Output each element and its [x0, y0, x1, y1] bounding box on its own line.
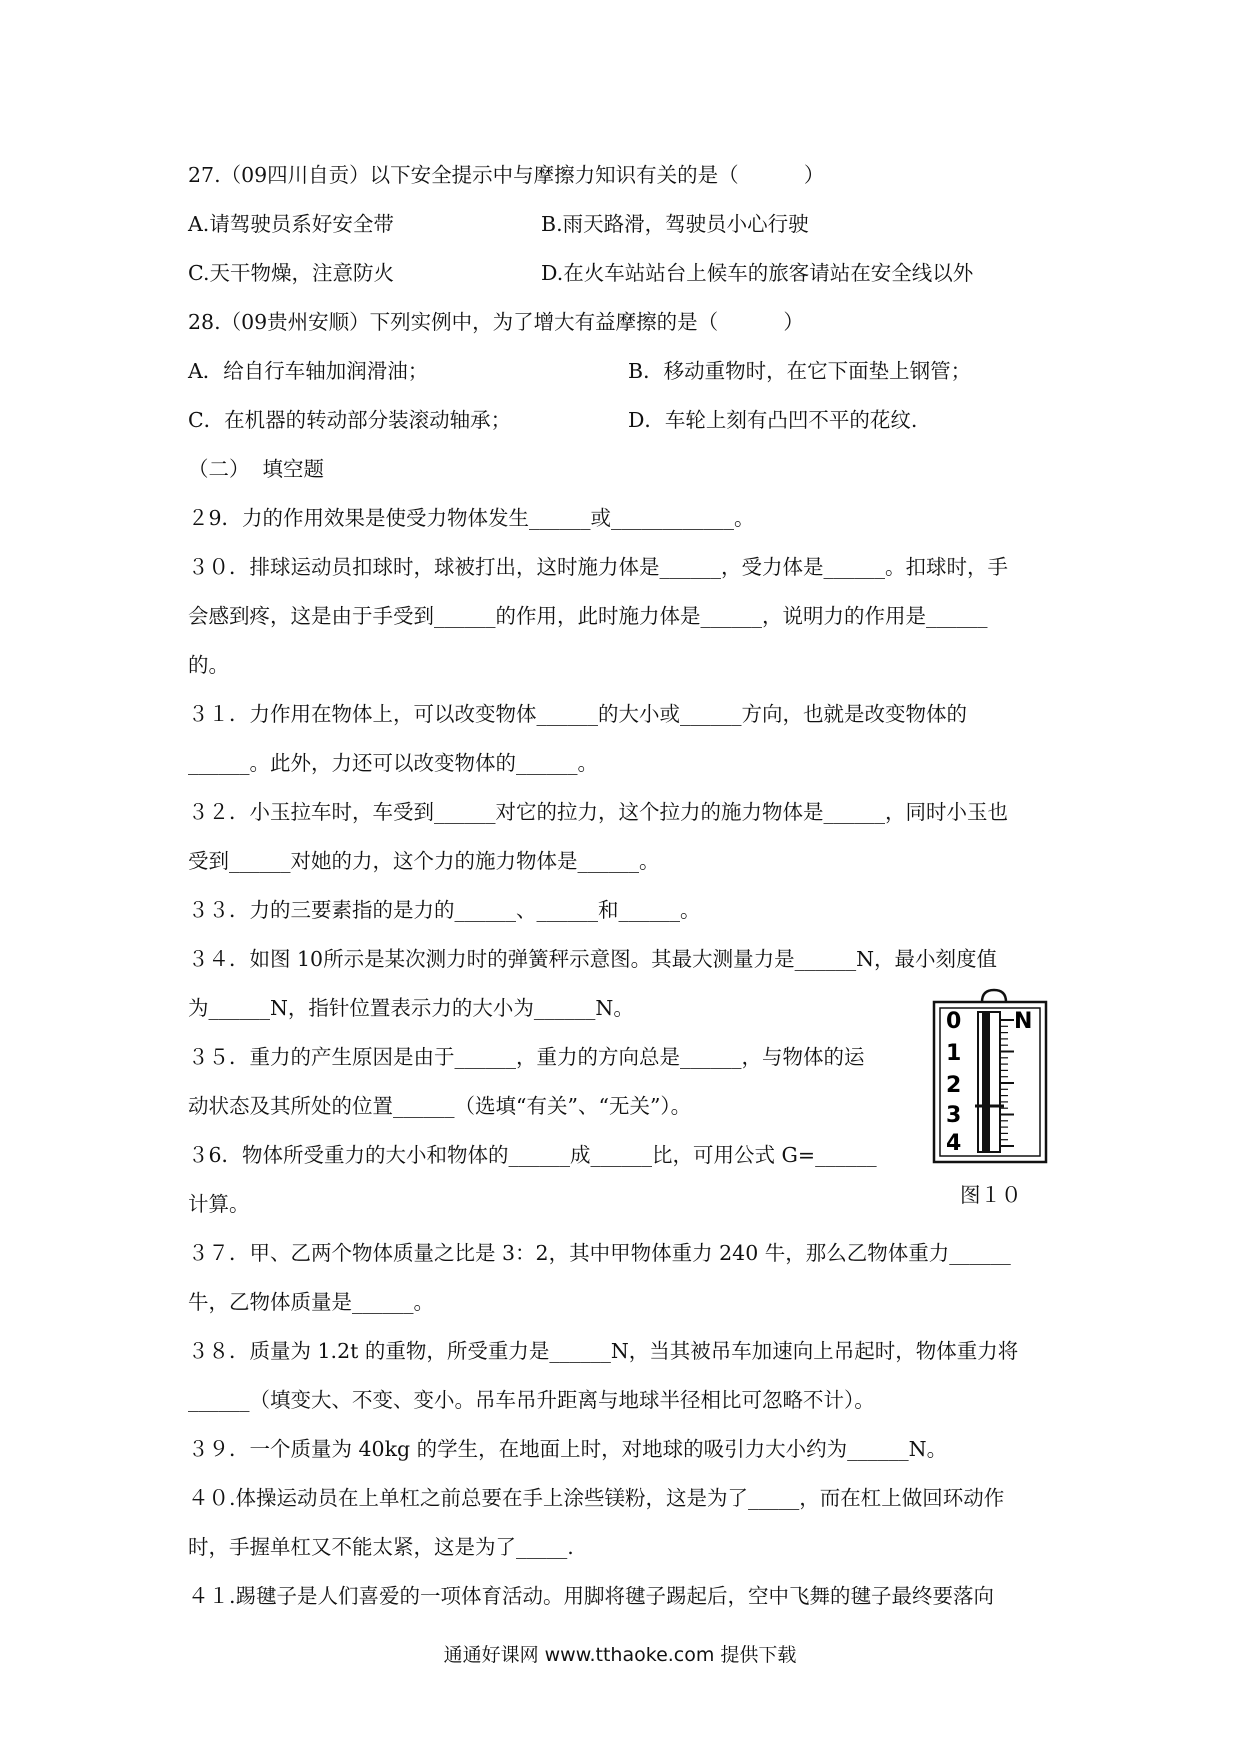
option-28a: A．给自行车轴加润滑油； — [188, 359, 429, 383]
question-39: ３９．一个质量为 40kg 的学生，在地面上时，对地球的吸引力大小约为______N。 — [188, 1437, 948, 1461]
spring-scale-figure — [930, 988, 1050, 1168]
question-35-line1: ３５．重力的产生原因是由于______，重力的方向总是______，与物体的运 — [188, 1045, 865, 1069]
question-37-line2: 牛，乙物体质量是______。 — [188, 1290, 434, 1314]
question-34-line1: ３４．如图 10所示是某次测力时的弹簧秤示意图。其最大测量力是______N，最小刻度值 — [188, 947, 998, 971]
unit-label: N — [1014, 1009, 1033, 1034]
question-36-line2: 计算。 — [188, 1192, 250, 1216]
question-27: 27.（09四川自贡）以下安全提示中与摩擦力知识有关的是（ ） — [188, 163, 825, 187]
question-31-line1: ３１．力作用在物体上，可以改变物体______的大小或______方向，也就是改变物体的 — [188, 702, 967, 726]
scale-label-4: 4 — [946, 1131, 962, 1156]
scale-label-1: 1 — [946, 1041, 962, 1066]
option-28d: D．车轮上刻有凸凹不平的花纹. — [628, 408, 918, 432]
question-38-line1: ３８．质量为 1.2t 的重物，所受重力是______N，当其被吊车加速向上吊起时，物体重力将 — [188, 1339, 1019, 1363]
question-28: 28.（09贵州安顺）下列实例中，为了增大有益摩擦的是（ ） — [188, 310, 804, 334]
question-40-line1: ４０.体操运动员在上单杠之前总要在手上涂些镁粉，这是为了_____，而在杠上做回环动作 — [188, 1486, 1005, 1510]
scale-label-0: 0 — [946, 1009, 962, 1034]
spring-rod — [982, 1012, 990, 1152]
question-36-line1: ３6．物体所受重力的大小和物体的______成______比，可用公式 G=______ — [188, 1143, 877, 1167]
scale-label-3: 3 — [946, 1103, 962, 1128]
question-29: ２9．力的作用效果是使受力物体发生______或____________。 — [188, 506, 755, 530]
option-27b: B.雨天路滑，驾驶员小心行驶 — [541, 212, 809, 236]
question-32-line2: 受到______对她的力，这个力的施力物体是______。 — [188, 849, 660, 873]
option-28c: C．在机器的转动部分装滚动轴承； — [188, 408, 512, 432]
option-28b: B．移动重物时，在它下面垫上钢管； — [628, 359, 972, 383]
page-footer: 通通好课网 www.tthaoke.com 提供下载 — [443, 1644, 797, 1666]
question-30-line2: 会感到疼，这是由于手受到______的作用，此时施力体是______，说明力的作用是______ — [188, 604, 988, 628]
scale-label-2: 2 — [946, 1073, 962, 1098]
question-34-line2: 为______N，指针位置表示力的大小为______N。 — [188, 996, 634, 1020]
option-27d: D.在火车站站台上候车的旅客请站在安全线以外 — [541, 261, 974, 285]
question-31-line2: ______。此外，力还可以改变物体的______。 — [188, 751, 598, 775]
question-35-line2: 动状态及其所处的位置______（选填“有关”、“无关”）。 — [188, 1094, 692, 1118]
question-40-line2: 时，手握单杠又不能太紧，这是为了_____. — [188, 1535, 574, 1559]
option-27c: C.天干物燥，注意防火 — [188, 261, 394, 285]
question-30-line3: 的。 — [188, 653, 229, 677]
question-38-line2: ______（填变大、不变、变小。吊车吊升距离与地球半径相比可忽略不计）。 — [188, 1388, 875, 1412]
question-32-line1: ３２．小玉拉车时，车受到______对它的拉力，这个拉力的施力物体是______，同时小玉也 — [188, 800, 1008, 824]
section-heading: （二） 填空题 — [188, 457, 325, 481]
question-33: ３３．力的三要素指的是力的______、______和______。 — [188, 898, 701, 922]
figure-caption: 图１０ — [960, 1183, 1022, 1207]
question-37-line1: ３７．甲、乙两个物体质量之比是 3：2，其中甲物体重力 240 牛，那么乙物体重力______ — [188, 1241, 1011, 1265]
question-41-line1: ４１.踢毽子是人们喜爱的一项体育活动。用脚将毽子踢起后，空中飞舞的毽子最终要落向 — [188, 1584, 995, 1608]
option-27a: A.请驾驶员系好安全带 — [188, 212, 394, 236]
question-30-line1: ３０．排球运动员扣球时，球被打出，这时施力体是______，受力体是______。扣球时，手 — [188, 555, 1008, 579]
hook-ring — [982, 990, 1006, 1002]
